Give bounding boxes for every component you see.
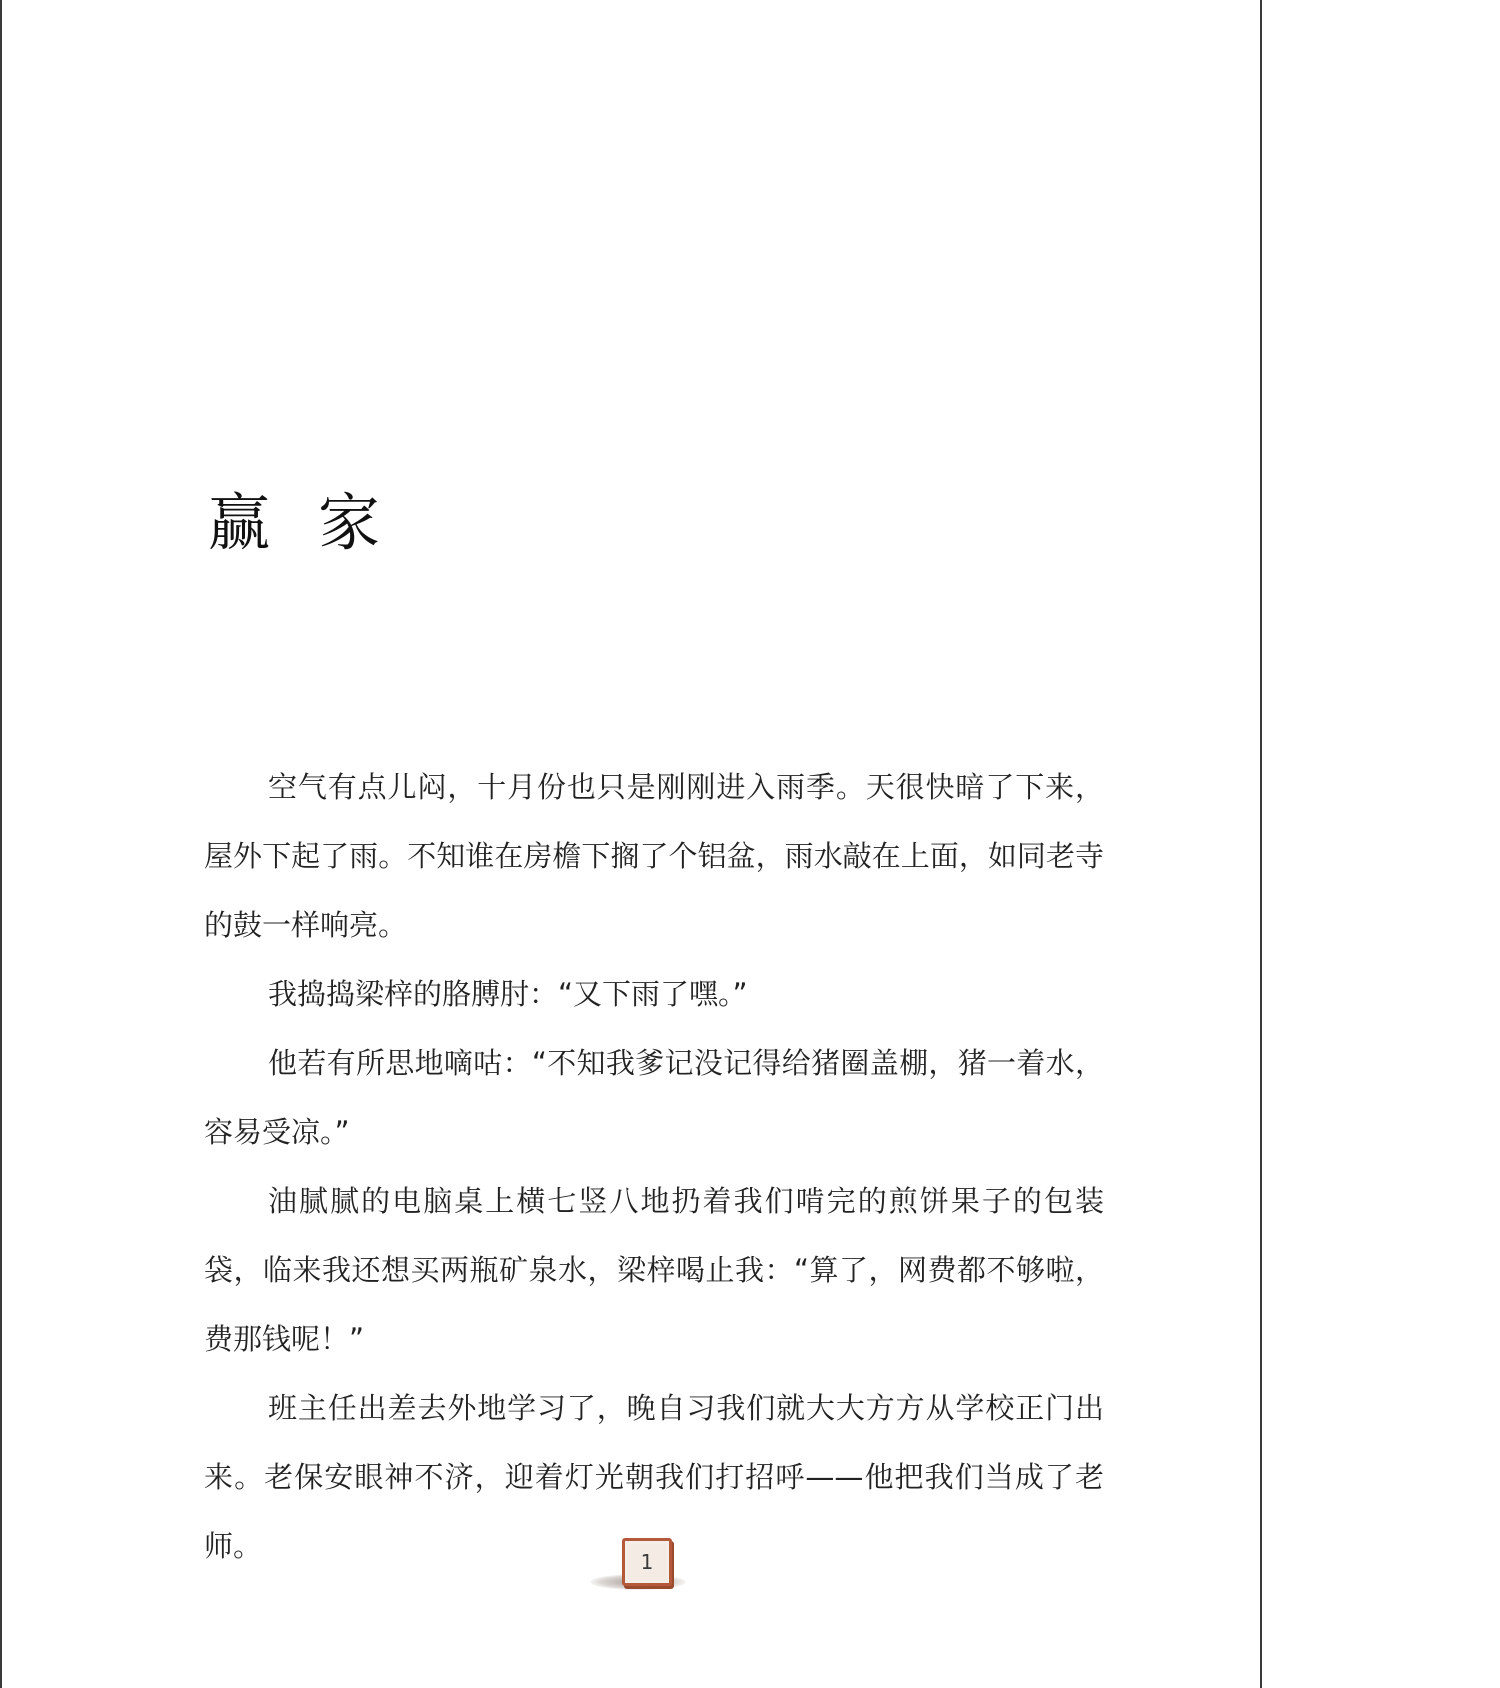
paragraph-1: 空气有点儿闷，十月份也只是刚刚进入雨季。天很快暗了下来，屋外下起了雨。不知谁在房檐下搁了个铝盆，雨水敲在上面，如同老寺的鼓一样响亮。 <box>204 770 1104 942</box>
page-number-badge <box>590 1536 686 1600</box>
paragraph-3: 他若有所思地嘀咕：“不知我爹记没记得给猪圈盖棚，猪一着水，容易受凉。” <box>204 1046 1104 1149</box>
paragraph-4: 油腻腻的电脑桌上横七竖八地扔着我们啃完的煎饼果子的包装袋，临来我还想买两瓶矿泉水，梁梓喝止我：“算了，网费都不够啦，费那钱呢！” <box>204 1184 1104 1356</box>
page-number-block-icon <box>622 1538 672 1586</box>
body-text <box>204 753 1104 1581</box>
paragraph-5: 班主任出差去外地学习了，晚自习我们就大大方方从学校正门出来。老保安眼神不济，迎着灯光朝我们打招呼——他把我们当成了老师。 <box>204 1391 1104 1563</box>
right-margin <box>1264 0 1500 1688</box>
chapter-title: 赢家 <box>208 486 429 559</box>
page-number: 1 <box>640 1550 654 1574</box>
paragraph-2: 我捣捣梁梓的胳膊肘：“又下雨了嘿。” <box>268 977 748 1011</box>
